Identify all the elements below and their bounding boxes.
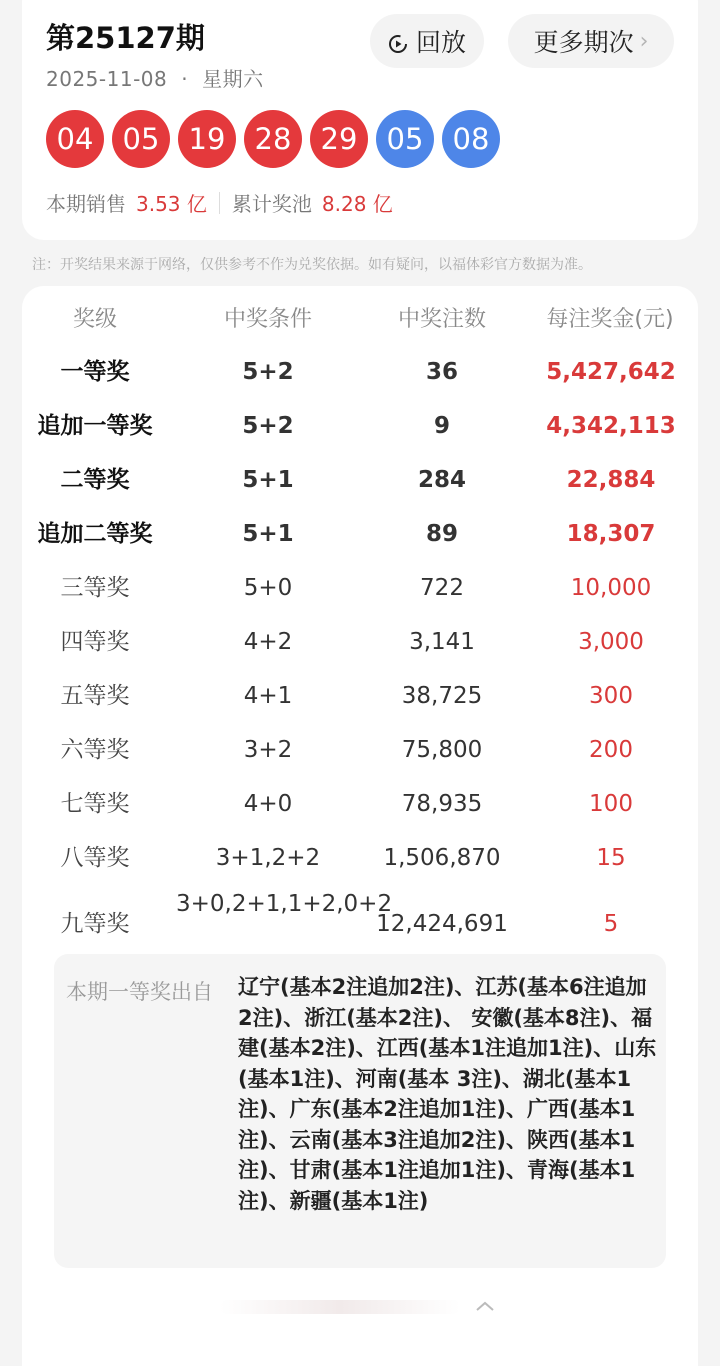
prize-condition: 3+0,2+1,1+2,0+2 [176, 891, 393, 917]
table-row [22, 453, 698, 507]
prize-condition: 5+1 [242, 467, 294, 493]
red-ball: 29 [310, 110, 368, 168]
prize-level: 追加二等奖 [37, 521, 153, 547]
replay-label: 回放 [415, 28, 466, 57]
header-count: 中奖注数 [397, 306, 486, 332]
prize-amount: 18,307 [566, 521, 656, 547]
first-prize-origin-text: 辽宁(基本2注追加2注)、江苏(基本6注追加2注)、浙江(基本2注)、 安徽(基本8注)、福建(基本2注)、江西(基本1注追加1注)、山东(基本1注)、河南(基本 3注)、湖北(基本1注)、广东(基本2注追加1注)、广西(基本1注)、云南(基本3注追加2注)、陕西(基本1注)、甘肃(基本1注追加1注)、青海(基本1注)、新疆(基本1注) [238, 975, 657, 1213]
winner-count: 284 [417, 467, 466, 493]
table-row [22, 345, 698, 399]
winner-count: 3,141 [409, 629, 475, 655]
prize-level: 追加一等奖 [37, 413, 153, 439]
sales-label: 本期销售 [46, 192, 126, 216]
prize-condition: 4+0 [243, 791, 293, 817]
prize-condition: 5+0 [243, 575, 293, 601]
draw-date-line [46, 63, 264, 92]
table-row [22, 884, 698, 964]
winner-count: 38,725 [401, 683, 483, 709]
table-row [22, 669, 698, 723]
chevron-up-icon[interactable] [474, 1294, 496, 1319]
prize-level: 九等奖 [60, 911, 130, 937]
prize-amount: 200 [589, 737, 633, 763]
prize-level: 八等奖 [60, 845, 130, 871]
winner-count: 1,506,870 [383, 845, 501, 871]
red-ball: 05 [112, 110, 170, 168]
header-condition: 中奖条件 [223, 306, 312, 332]
prize-amount: 15 [596, 845, 626, 871]
prize-condition: 4+1 [243, 683, 293, 709]
draw-summary-card [22, 0, 698, 240]
sales-info [46, 188, 393, 217]
replay-icon [388, 31, 408, 51]
separator-dot: · [181, 67, 189, 91]
disclaimer-note: 注：开奖结果来源于网络，仅供参考不作为兑奖依据。如有疑问，以福体彩官方数据为准。 [32, 257, 592, 273]
winner-count: 75,800 [401, 737, 483, 763]
divider [219, 192, 220, 214]
blue-ball: 05 [376, 110, 434, 168]
first-prize-origin-box [54, 954, 666, 1268]
table-row [22, 723, 698, 777]
prize-condition: 4+2 [243, 629, 293, 655]
issue-title: 第25127期 [46, 21, 205, 55]
winner-count: 12,424,691 [376, 911, 508, 937]
prize-level: 一等奖 [60, 359, 130, 385]
table-row [22, 507, 698, 561]
prize-amount: 100 [589, 791, 633, 817]
winner-count: 722 [420, 575, 464, 601]
red-ball: 04 [46, 110, 104, 168]
table-row [22, 615, 698, 669]
header-level: 奖级 [72, 306, 117, 332]
pool-label: 累计奖池 [231, 192, 312, 216]
prize-condition: 3+2 [243, 737, 293, 763]
prize-level: 三等奖 [60, 575, 130, 601]
prize-amount: 5,427,642 [546, 359, 676, 385]
prize-level: 四等奖 [60, 629, 130, 655]
table-header [22, 286, 698, 348]
prize-amount: 10,000 [570, 575, 652, 601]
red-ball: 28 [244, 110, 302, 168]
prize-level: 五等奖 [60, 683, 130, 709]
first-prize-origin-label: 本期一等奖出自 [66, 980, 213, 1004]
header-prize: 每注奖金(元) [546, 306, 674, 332]
blue-ball: 08 [442, 110, 500, 168]
prize-amount: 300 [589, 683, 633, 709]
replay-button[interactable] [370, 14, 484, 68]
table-row [22, 777, 698, 831]
draw-weekday: 星期六 [202, 67, 264, 91]
winner-count: 78,935 [401, 791, 483, 817]
prize-level: 六等奖 [60, 737, 130, 763]
winner-count: 89 [425, 521, 458, 547]
table-row [22, 561, 698, 615]
prize-condition: 5+2 [242, 359, 294, 385]
prize-condition: 3+1,2+2 [215, 845, 321, 871]
prize-amount: 3,000 [578, 629, 644, 655]
pool-value: 8.28 亿 [321, 192, 393, 216]
more-issues-label: 更多期次 [533, 28, 634, 57]
winner-count: 9 [433, 413, 450, 439]
sales-value: 3.53 亿 [136, 192, 207, 216]
prize-table-card [22, 286, 698, 1366]
prize-condition: 5+2 [242, 413, 294, 439]
prize-amount: 22,884 [566, 467, 656, 493]
chevron-right-icon: › [639, 28, 649, 54]
draw-date: 2025-11-08 [46, 67, 168, 91]
winner-count: 36 [425, 359, 458, 385]
table-row [22, 831, 698, 885]
fade-divider [220, 1300, 460, 1314]
prize-level: 七等奖 [60, 791, 130, 817]
prize-amount: 5 [603, 911, 619, 937]
prize-level: 二等奖 [60, 467, 130, 493]
red-ball: 19 [178, 110, 236, 168]
prize-condition: 5+1 [242, 521, 294, 547]
prize-amount: 4,342,113 [546, 413, 676, 439]
more-issues-button[interactable] [508, 14, 674, 68]
table-row [22, 399, 698, 453]
winning-numbers [46, 110, 508, 168]
